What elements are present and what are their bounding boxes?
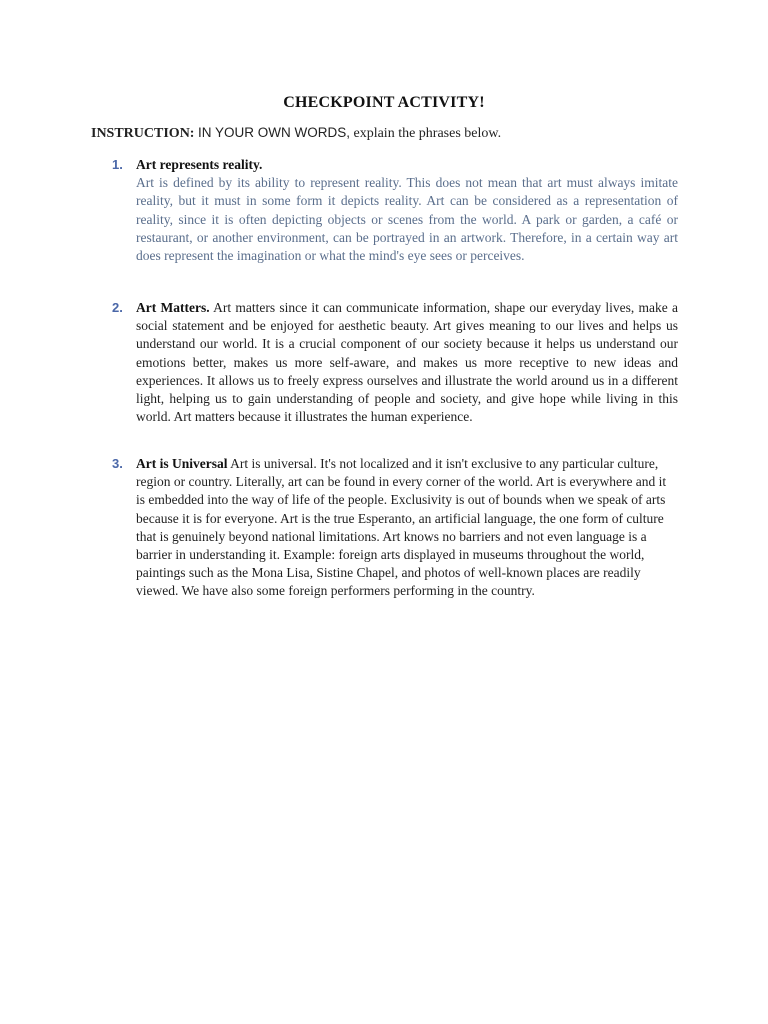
item-answer: Art is universal. It's not localized and it isn't exclusive to any particular culture, region or country. Literally, art can be found in every corner of the world. Art is everywhere and it is embedded into the way of life of the people. Exclusivity is out of bounds when we speak of arts because it is for everyone. Art is the true Esperanto, an artificial language, the one form of culture that is genuinely beyond national limitations. Art knows no barriers and not even language is a barrier in understanding it. Example: foreign arts displayed in museums throughout the world, paintings such as the Mona Lisa, Sistine Chapel, and photos of well-known places are readily viewed. We have also some foreign performers performing in the country. <box>136 456 667 599</box>
list-item-2 <box>112 299 678 426</box>
list-number: 1. <box>112 157 123 172</box>
instruction-label: INSTRUCTION: <box>91 126 195 141</box>
instruction-line <box>91 125 501 142</box>
list-number: 3. <box>112 456 123 471</box>
instruction-text: explain the phrases below. <box>353 126 502 141</box>
list-item-3 <box>112 455 678 601</box>
item-heading: Art represents reality. <box>136 157 263 172</box>
list-item-1 <box>112 156 678 265</box>
item-answer: Art is defined by its ability to represent reality. This does not mean that art must always imitate reality, but it must in some form it depicts reality. Art can be considered as a representation of reality, since it is often depicting objects or scenes from the world. A park or garden, a café or restaurant, or another environment, can be portrayed in an artwork. Therefore, in a certain way art does represent the imagination or what the mind's eye sees or perceives. <box>136 175 678 264</box>
list-number: 2. <box>112 300 123 315</box>
item-heading: Art is Universal <box>136 456 228 471</box>
item-heading: Art Matters. <box>136 300 210 315</box>
instruction-emphasis: IN YOUR OWN WORDS, <box>197 125 350 140</box>
page-title: CHECKPOINT ACTIVITY! <box>283 94 485 111</box>
item-answer: Art matters since it can communicate information, shape our everyday lives, make a social statement and be enjoyed for aesthetic beauty. Art gives meaning to our lives and helps us understand our world. It is a crucial component of our society because it helps us understand our emotions better, makes us more self-aware, and makes us more receptive to new ideas and experiences. It allows us to freely express ourselves and illustrate the world around us in a different light, helping us to gain understanding of people and society, and give hope while living in this world. Art matters because it illustrates the human experience. <box>136 300 678 425</box>
